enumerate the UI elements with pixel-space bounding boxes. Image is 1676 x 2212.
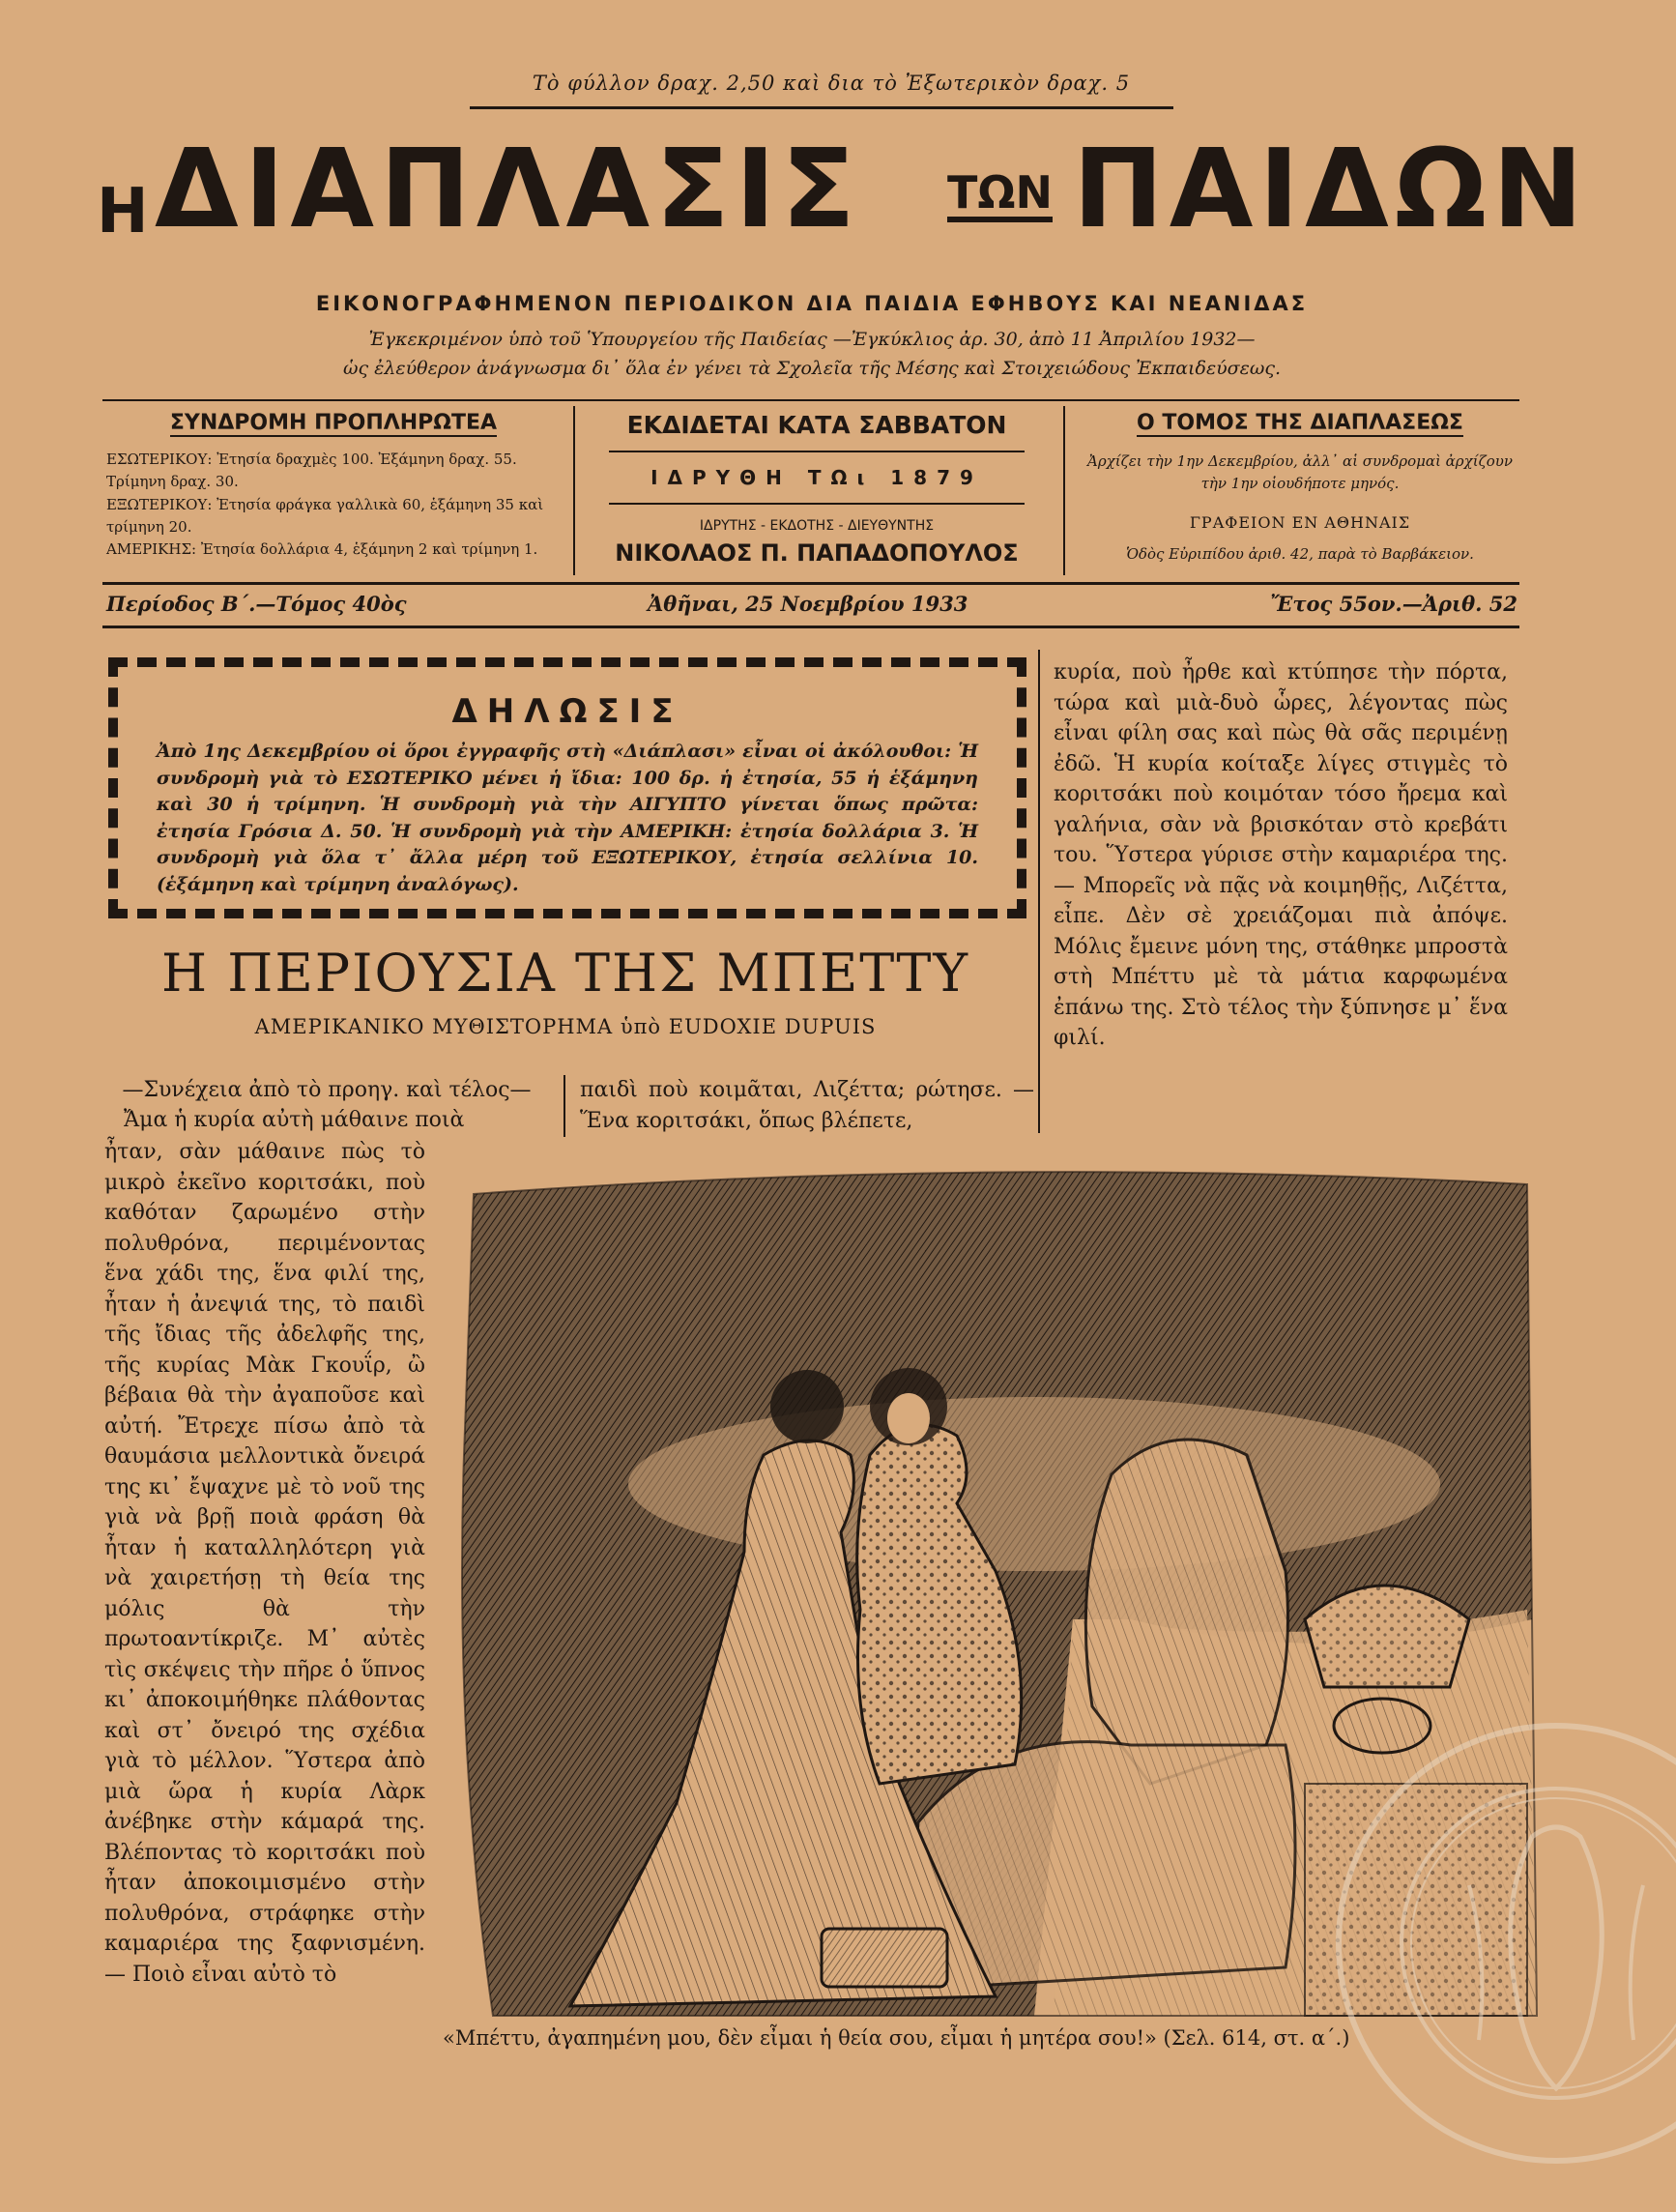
published-rule (609, 451, 1025, 452)
issue-date: Ἀθῆναι, 25 Νοεμβρίου 1933 (648, 592, 968, 616)
published-title: ΕΚΔΙΔΕΤΑΙ ΚΑΤΑ ΣΑΒΒΑΤΟΝ (626, 411, 1007, 439)
story-subtitle: ΑΜΕΡΙΚΑΝΙΚΟ ΜΥΘΙΣΤΟΡΗΜΑ ὑπὸ EUDOXIE DUPUIS (254, 1015, 877, 1038)
founder-name: ΝΙΚΟΛΑΟΣ Π. ΠΑΠΑΔΟΠΟΥΛΟΣ (615, 539, 1019, 567)
subscription-title: ΣΥΝΔΡΟΜΗ ΠΡΟΠΛΗΡΩΤΕΑ (169, 411, 498, 435)
column-divider-story (563, 1075, 565, 1137)
notice-text: Ἀπὸ 1ης Δεκεμβρίου οἱ ὅροι ἐγγραφῆς στὴ «Διάπλασι» εἶναι οἱ ἀκόλουθοι: Ἡ συνδρομὴ γιὰ τὸ ΕΣΩΤΕΡΙΚΟ μένει ἡ ἴδια: 100 δρ. ἡ ἐτησία, 55 ἡ ἑξάμηνη καὶ 30 ἡ τρίμηνη. Ἡ συνδρομὴ γιὰ τὴν ΑΙΓΥΠΤΟ γίνεται ὅπως πρῶτα: ἐτησία Γρόσια Δ. 50. Ἡ συνδρομὴ γιὰ τὴν ΑΜΕΡΙΚΗ: ἐτησία δολλάρια 3. Ἡ συνδρομὴ γιὰ ὅλα τ᾽ ἄλλα μέρη τοῦ ΕΞΩΤΕΡΙΚΟΥ, ἐτησία σελλίνια 10. (ἑξάμηνη καὶ τρίμηνη ἀναλόγως). (157, 741, 978, 895)
founder-role: ΙΔΡΥΤΗΣ - ΕΚΔΟΤΗΣ - ΔΙΕΥΘΥΝΤΗΣ (699, 518, 935, 534)
masthead-article: Η (97, 176, 149, 247)
box-divider-2 (1063, 406, 1065, 575)
box-divider-1 (573, 406, 575, 575)
subscription-line-3: ΑΜΕΡΙΚΗΣ: Ἐτησία δολλάρια 4, ἑξάμηνη 2 καὶ τρίμηνη 1. (106, 540, 538, 558)
office-title: ΓΡΑΦΕΙΟΝ ΕΝ ΑΘΗΝΑΙΣ (1189, 512, 1411, 532)
header-rule (102, 399, 1519, 401)
volume-text: Ἀρχίζει τὴν 1ην Δεκεμβρίου, ἀλλ᾽ αἱ συνδρομαὶ ἀρχίζουν τὴν 1ην οἱουδήποτε μηνός. (1086, 452, 1513, 493)
office-address: Ὁδὸς Εὐριπίδου ἀριθ. 42, παρὰ τὸ Βαρβάκειον. (1126, 544, 1474, 563)
library-stamp (1324, 1711, 1676, 2175)
price-underline (470, 106, 1173, 109)
volume-box (1078, 411, 1522, 566)
issue-year-number: Ἔτος 55ον.—Ἀριθ. 52 (1270, 592, 1517, 616)
approval-line-1: Ἐγκεκριμένον ὑπὸ τοῦ Ὑπουργείου τῆς Παιδείας —Ἐγκύκλιος ἀρ. 30, ἀπὸ 11 Ἀπριλίου 1932— (368, 329, 1256, 350)
founded-year: ΙΔΡΥΘΗ ΤΩι 1879 (650, 466, 983, 489)
volume-title: Ο ΤΟΜΟΣ ΤΗΣ ΔΙΑΠΛΑΣΕΩΣ (1137, 411, 1463, 435)
magazine-subtitle: ΕΙΚΟΝΟΓΡΑΦΗΜΕΝΟΝ ΠΕΡΙΟΔΙΚΟΝ ΔΙΑ ΠΑΙΔΙΑ ΕΦΗΒΟΥΣ ΚΑΙ ΝΕΑΝΙΔΑΣ (315, 292, 1309, 315)
price-line: Τὸ φύλλον δραχ. 2,50 καὶ δια τὸ Ἐξωτερικὸν δραχ. 5 (532, 72, 1131, 95)
story-column-narrow: ἦταν, σὰν μάθαινε πὼς τὸ μικρὸ ἐκεῖνο κοριτσάκι, ποὺ καθόταν ζαρωμένο στὴν πολυθρόνα, περιμένοντας ἕνα χάδι της, ἕνα φιλί της, ἦταν ἡ ἀνεψιά της, τὸ παιδὶ τῆς ἴδιας τῆς ἀδελφῆς της, τῆς κυρίας Μὰκ Γκουΐρ, ὢ βέβαια θὰ τὴν ἀγαποῦσε καὶ αὐτή. Ἔτρεχε πίσω ἀπὸ τὰ θαυμάσια μελλοντικὰ ὄνειρά της κι᾽ ἔψαχνε μὲ τὸ νοῦ της γιὰ νὰ βρῇ ποιὰ φράση θὰ ἦταν ἡ καταλληλότερη γιὰ νὰ χαιρετήσῃ τὴ θεία της μόλις θὰ τὴν πρωτοαντίκριζε. Μ᾽ αὐτὲς τὶς σκέψεις τὴν πῆρε ὁ ὕπνος κι᾽ ἀποκοιμήθηκε πλάθοντας καὶ στ᾽ ὄνειρό της σχέδια γιὰ τὸ μέλλον. Ὕστερα ἀπὸ μιὰ ὥρα ἡ κυρία Λὰρκ ἀνέβηκε στὴν κάμαρά της. Βλέποντας τὸ κοριτσάκι ποὺ ἦταν ἀποκοιμισμένο στὴν πολυθρόνα, στράφηκε στὴν καμαριέρα της ξαφνισμένη. — Ποιὸ εἶναι αὐτὸ τὸ (104, 1140, 425, 1987)
notice-title: ΔΗΛΩΣΙΣ (451, 692, 683, 731)
masthead (97, 127, 1589, 280)
founded-rule (609, 503, 1025, 505)
story-title: Η ΠΕΡΙΟΥΣΙΑ ΤΗΣ ΜΠΕΤΤΥ (161, 943, 969, 1004)
caption-text: «Μπέττυ, ἀγαπημένη μου, δὲν εἶμαι ἡ θεία σου, εἶμαι ἡ μητέρα σου!» (Σελ. 614, στ. α΄.) (443, 2026, 1350, 2050)
masthead-title-1: ΔΙΑΠΛΑΣΙΣ (155, 127, 861, 252)
masthead-title-2: ΠΑΙΔΩΝ (1073, 127, 1589, 252)
approval-line-2: ὡς ἐλεύθερον ἀνάγνωσμα δι᾽ ὅλα ἐν γένει τὰ Σχολεῖα τῆς Μέσης καὶ Στοιχειώδους Ἐκπαιδεύσεως. (342, 358, 1282, 379)
masthead-ton: ΤΩΝ (947, 170, 1053, 222)
stamp-seal (1324, 1711, 1676, 2175)
issue-period: Περίοδος Β΄.—Τόμος 40ὸς (106, 592, 407, 616)
publication-box (590, 411, 1044, 567)
story-column-right: παιδὶ ποὺ κοιμᾶται, Λιζέττα; ρώτησε. — Ἕνα κοριτσάκι, ὅπως βλέπετε, (580, 1078, 1034, 1133)
story-continued: —Συνέχεια ἀπὸ τὸ προηγ. καὶ τέλος— (122, 1078, 532, 1102)
story-col-left-first: Ἄμα ἡ κυρία αὐτὴ μάθαινε ποιὰ (124, 1108, 465, 1132)
subscription-line-1: ΕΣΩΤΕΡΙΚΟΥ: Ἐτησία δραχμὲς 100. Ἐξάμηνη δραχ. 55. Τρίμηνη δραχ. 30. (106, 451, 517, 491)
issue-rule-bottom (102, 626, 1519, 628)
issue-rule-top (102, 582, 1519, 585)
story-column-top-right: κυρία, ποὺ ἦρθε καὶ κτύπησε τὴν πόρτα, τώρα καὶ μιὰ-δυὸ ὧρες, λέγοντας πὼς εἶναι φίλη σας καὶ πὼς θὰ σᾶς περιμένῃ ἐδῶ. Ἡ κυρία κοίταξε λίγες στιγμὲς τὸ κοριτσάκι ποὺ κοιμόταν τόσο ἤρεμα καὶ γαλήνια, σὰν νὰ βρισκόταν στὸ κρεβάτι του. Ὕστερα γύρισε στὴν καμαριέρα της. — Μπορεῖς νὰ πᾷς νὰ κοιμηθῇς, Λιζέττα, εἶπε. Δὲν σὲ χρειάζομαι πιὰ ἀπόψε. Μόλις ἔμεινε μόνη της, στάθηκε μπροστὰ στὴ Μπέττυ μὲ τὰ μάτια καρφωμένα ἐπάνω της. Στὸ τέλος τὴν ξύπνησε μ᾽ ἕνα φιλί. (1054, 660, 1508, 1050)
column-divider-top (1038, 650, 1040, 1133)
notice-box (108, 657, 1026, 918)
subscription-box (106, 411, 561, 561)
subscription-line-2: ΕΞΩΤΕΡΙΚΟΥ: Ἐτησία φράγκα γαλλικὰ 60, ἑξάμηνη 35 καὶ τρίμηνη 20. (106, 495, 544, 536)
